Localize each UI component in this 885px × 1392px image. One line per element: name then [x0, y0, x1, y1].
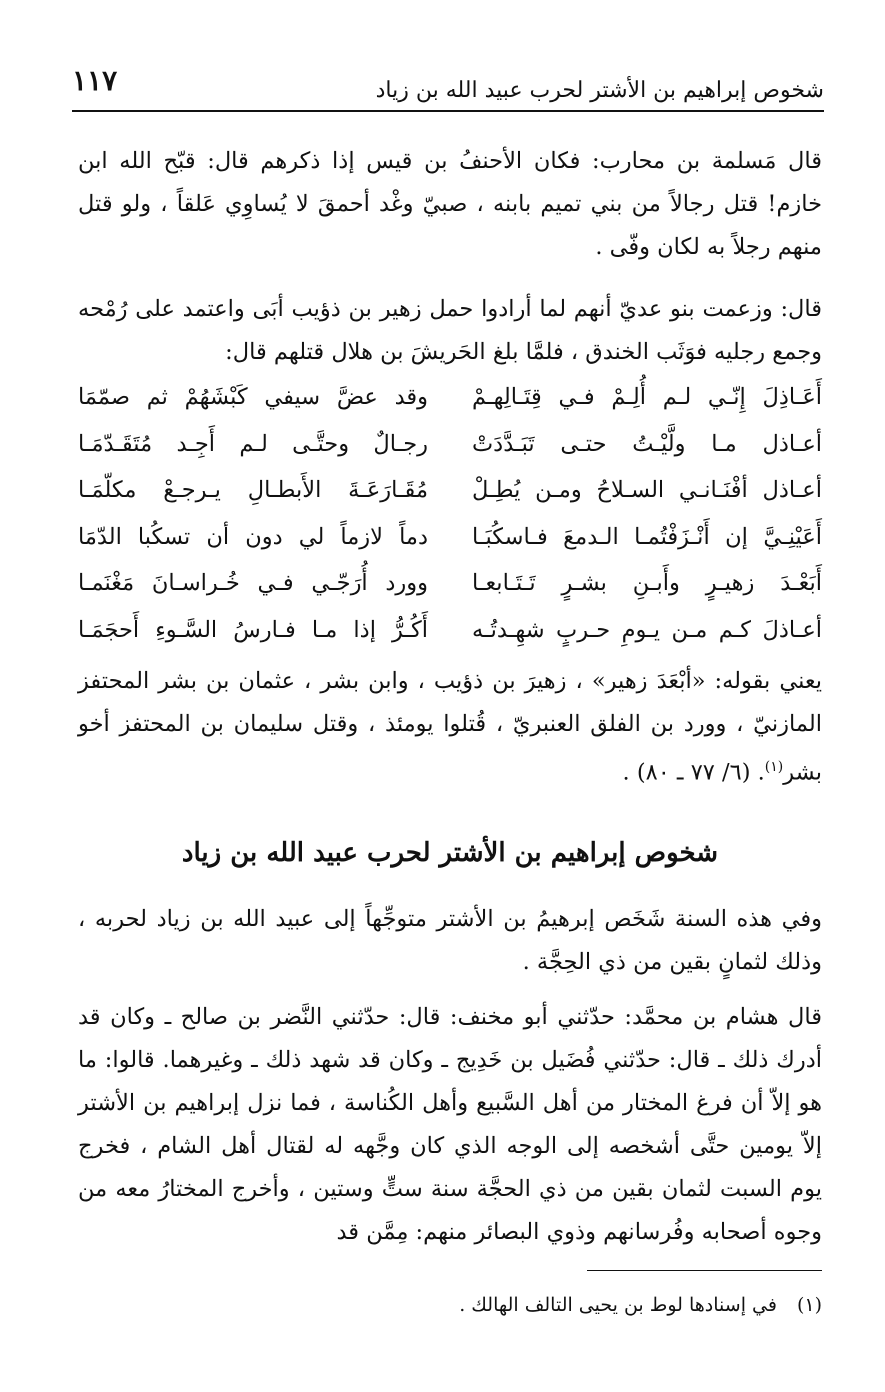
verse: [78, 560, 822, 607]
running-title: شخوص إبراهيم بن الأشتر لحرب عبيد الله بن زياد: [375, 78, 824, 103]
poem: [78, 374, 822, 653]
verse-second-hemistich: مُقَـارَعَـةَ الأَبطـالِ يـرجـعْ مكلّمَـا: [78, 477, 428, 504]
footnote-marker: (١): [796, 1294, 822, 1316]
footnote-divider: [587, 1270, 822, 1271]
verse: [78, 374, 822, 421]
verse: [78, 514, 822, 561]
verse-first-hemistich: أَعَـاذِلَ إِنّـي لـم أُلِـمْ فـي قِتَـالِهـمْ: [472, 384, 822, 411]
section-heading: شخوص إبراهيم بن الأشتر لحرب عبيد الله بن زياد: [181, 838, 719, 868]
verse-first-hemistich: أعـاذل مـا ولَّيْـتُ حتـى تَبَـدَّدَتْ: [472, 430, 822, 457]
verse-first-hemistich: أَبَعْـدَ زهيـرٍ وأَبـنِ بشـرٍ تَـتَـابعـا: [472, 570, 822, 597]
verse-first-hemistich: أَعَيْنِـيَّ إن أَنْـزَفْتُمـا الـدمعَ فـاسكُبَـا: [472, 523, 822, 550]
paragraph-departure: وفي هذه السنة شَخَص إبرهيمُ بن الأشتر متوجِّهاً إلى عبيد الله بن زياد لحربه ، وذلك لثمانٍ بقين من ذي الحِجَّة .: [78, 906, 822, 975]
verse: [78, 421, 822, 468]
page-header: [72, 58, 824, 112]
paragraph-maslama: قال مَسلمة بن محارب: فكان الأحنفُ بن قيس إذا ذكرهم قال: قبّح الله ابن خازم! قتل رجالاً من بني تميم بابنه ، صبيّ وغْد أحمقَ لا يُساوِي عَلقاً ، ولو قتل منهم رجلاً به لكان وفّى .: [78, 148, 822, 260]
footnote-text: في إسنادها لوط بن يحيى التالف الهالك .: [459, 1294, 777, 1316]
verse-second-hemistich: وقد عضَّ سيفي كَبْشَهُمْ ثم صمّمَا: [78, 384, 428, 411]
verse-second-hemistich: رجـالٌ وحتَّـى لـم أَجِـد مُتَقَـدّمَـا: [78, 430, 428, 457]
paragraph-hisham: قال هشام بن محمَّد: حدّثني أبو مخنف: قال: حدّثني النَّضر بن صالح ـ وكان قد أدرك ذلك ـ قال: حدّثني فُضَيل بن خَدِيج ـ وكان قد شهد ذلك ـ وغيرهما. قالوا: ما هو إلاّ أن فرغ المختار من أهل السَّبيع وأهل الكُناسة ، فما نزل إبراهيم بن الأشتر إلاّ يومين حتَّى أشخصه إلى الوجه الذي كان وجَّهه له لقتال أهل الشام ، فخرج يوم السبت لثمان بقين من ذي الحجَّة سنة ستٍّ وستين ، وأخرج المختارُ معه من وجوه أصحابه وفُرسانهم وذوي البصائر منهم: مِمَّن قد: [78, 1004, 822, 1245]
verse-first-hemistich: أعـاذل أفْنَـانـي السـلاحُ ومـن يُطِـلْ: [472, 477, 822, 504]
paragraph-zuhair: قال: وزعمت بنو عديّ أنهم لما أرادوا حمل زهير بن ذؤيب أبَى واعتمد على رُمْحه وجمع رجليه فوَثَب الخندق ، فلمَّا بلغ الحَريشَ بن هلال قتلهم قال:: [78, 296, 822, 365]
verse-second-hemistich: دماً لازماً لي دون أن تسكُبا الدّمَا: [78, 523, 428, 550]
commentary-text: يعني بقوله: «أبْعَدَ زهير» ، زهيرَ بن ذؤيب ، وابن بشر ، عثمان بن بشر المحتفز المازنيّ ، وورد بن الفلق العنبريّ ، قُتلوا يومئذ ، وقتل سليمان بن المحتفز أخو بشر: [78, 668, 822, 786]
footnote-reference[interactable]: (١): [764, 759, 784, 775]
verse-first-hemistich: أعـاذلَ كـم مـن يـومِ حـربٍ شهِـدتُـه: [472, 616, 822, 643]
commentary-citation: . (٦/ ٧٧ ـ ٨٠) .: [622, 759, 765, 786]
paragraph-commentary: [78, 660, 822, 795]
verse: [78, 467, 822, 514]
verse-second-hemistich: أَكُـرُّ إذا مـا فـارسُ السَّـوءِ أَحجَمَـا: [78, 616, 428, 643]
verse-second-hemistich: وورد أُرَجّـي فـي خُـراسـانَ مَغْنَمـا: [78, 570, 428, 597]
page-number: ١١٧: [72, 64, 118, 97]
footnote: [459, 1294, 822, 1316]
verse: [78, 607, 822, 654]
